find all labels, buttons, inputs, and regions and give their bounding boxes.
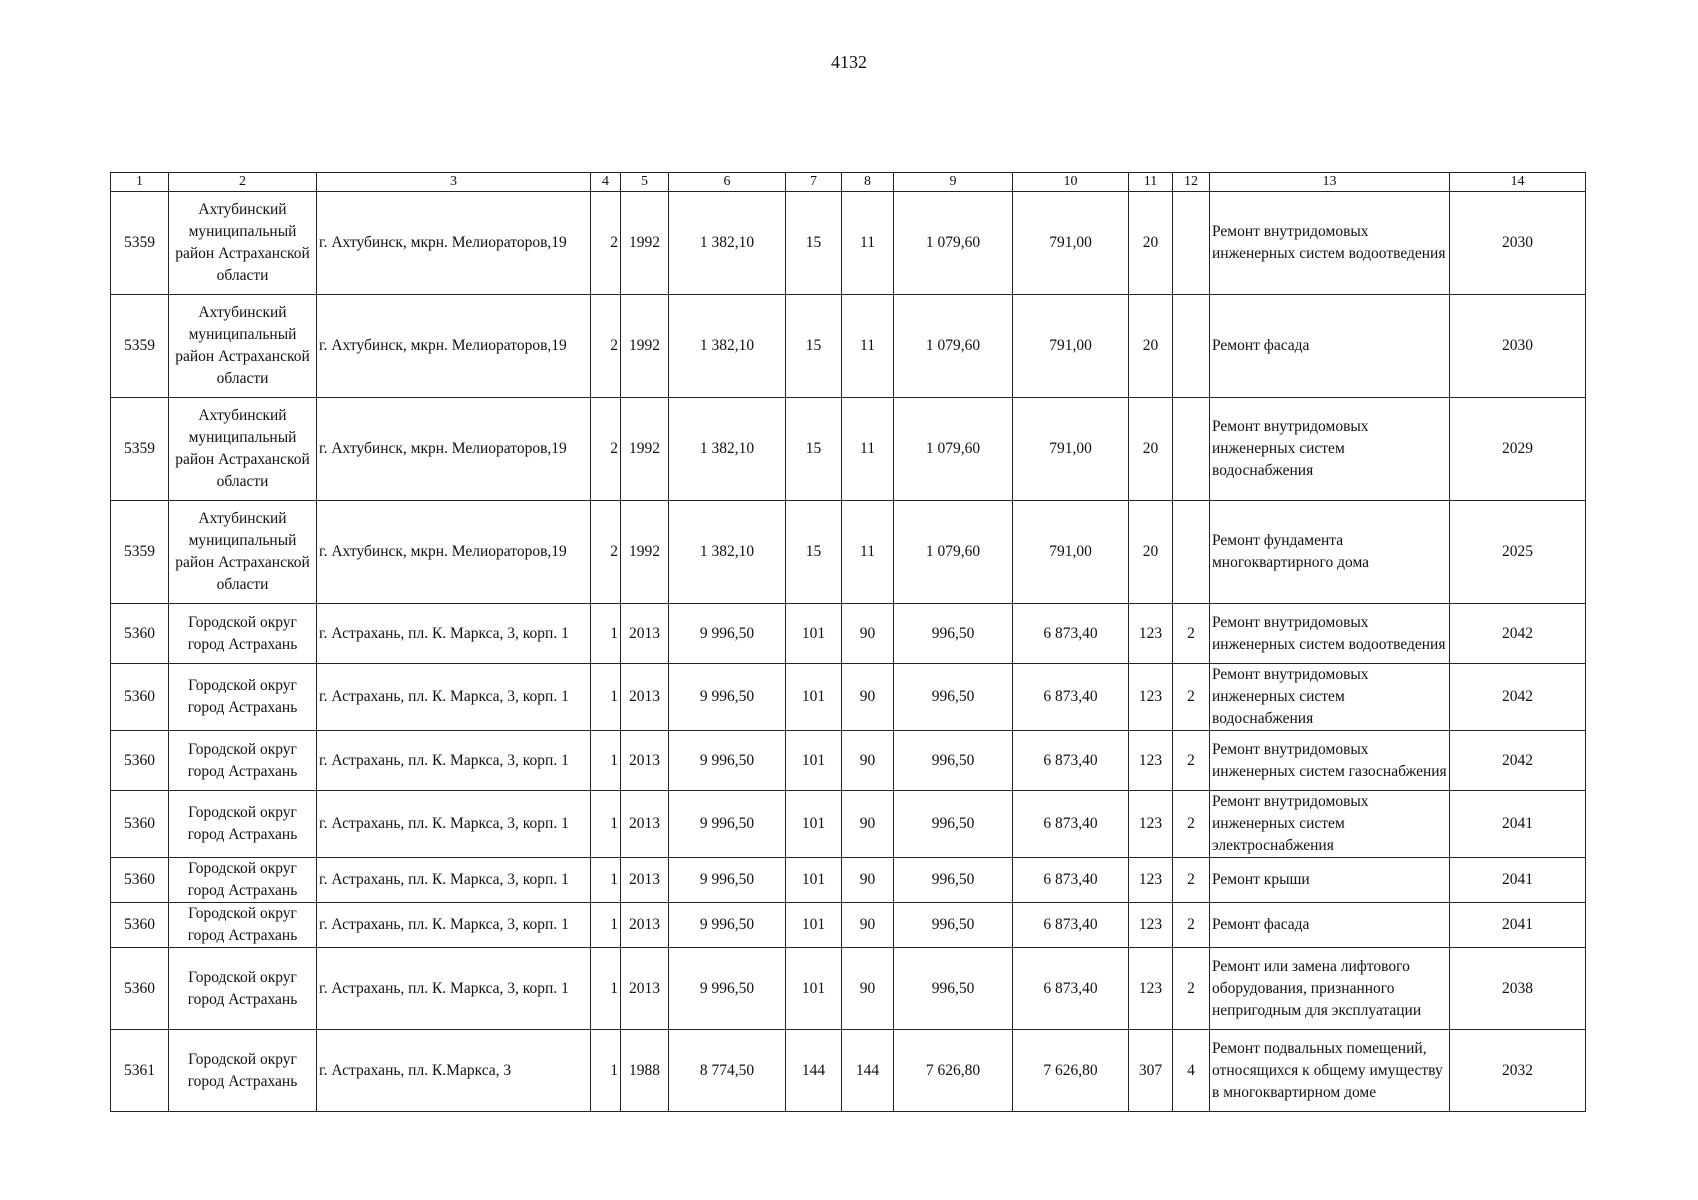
floors-cell: 1 [591,664,621,731]
area-9-cell: 7 626,80 [894,1030,1013,1112]
table-row [111,192,1586,295]
col7-cell: 15 [786,398,842,501]
col8-cell: 11 [842,501,894,604]
area-10-cell: 791,00 [1013,295,1129,398]
floors-cell: 2 [591,295,621,398]
row-number-cell: 5360 [111,858,169,903]
year-cell: 2013 [621,858,669,903]
column-header: 6 [669,173,786,192]
table-row [111,858,1586,903]
col8-cell: 90 [842,604,894,664]
row-number-cell: 5359 [111,295,169,398]
col8-cell: 90 [842,731,894,791]
area-10-cell: 6 873,40 [1013,664,1129,731]
residents-cell: 123 [1129,664,1173,731]
work-type-cell: Ремонт внутридомовых инженерных систем электроснабжения [1210,791,1450,858]
column-header: 13 [1210,173,1450,192]
total-area-cell: 9 996,50 [669,604,786,664]
area-9-cell: 996,50 [894,604,1013,664]
col7-cell: 101 [786,604,842,664]
col8-cell: 90 [842,948,894,1030]
total-area-cell: 8 774,50 [669,1030,786,1112]
work-type-cell: Ремонт фундамента многоквартирного дома [1210,501,1450,604]
address-cell: г. Астрахань, пл. К. Маркса, 3, корп. 1 [317,731,591,791]
year-cell: 2013 [621,948,669,1030]
area-10-cell: 6 873,40 [1013,604,1129,664]
total-area-cell: 9 996,50 [669,903,786,948]
row-number-cell: 5360 [111,604,169,664]
col12-cell: 2 [1173,903,1210,948]
address-cell: г. Астрахань, пл. К. Маркса, 3, корп. 1 [317,791,591,858]
planned-year-cell: 2042 [1450,664,1586,731]
year-cell: 2013 [621,604,669,664]
column-header: 11 [1129,173,1173,192]
registry-table [110,172,1586,1112]
col7-cell: 101 [786,731,842,791]
work-type-cell: Ремонт фасада [1210,295,1450,398]
total-area-cell: 9 996,50 [669,731,786,791]
address-cell: г. Ахтубинск, мкрн. Мелиораторов,19 [317,192,591,295]
municipality-cell: Ахтубинский муниципальный район Астраханской области [169,398,317,501]
col12-cell [1173,501,1210,604]
residents-cell: 20 [1129,398,1173,501]
col8-cell: 90 [842,664,894,731]
floors-cell: 1 [591,948,621,1030]
column-header: 3 [317,173,591,192]
address-cell: г. Астрахань, пл. К.Маркса, 3 [317,1030,591,1112]
column-header: 12 [1173,173,1210,192]
municipality-cell: Городской округ город Астрахань [169,1030,317,1112]
row-number-cell: 5359 [111,501,169,604]
residents-cell: 123 [1129,948,1173,1030]
col7-cell: 101 [786,948,842,1030]
table-row [111,1030,1586,1112]
header-row [111,173,1586,192]
total-area-cell: 9 996,50 [669,791,786,858]
municipality-cell: Городской округ город Астрахань [169,731,317,791]
col12-cell: 2 [1173,604,1210,664]
residents-cell: 307 [1129,1030,1173,1112]
work-type-cell: Ремонт или замена лифтового оборудования, признанного непригодным для эксплуатации [1210,948,1450,1030]
address-cell: г. Ахтубинск, мкрн. Мелиораторов,19 [317,501,591,604]
area-10-cell: 6 873,40 [1013,858,1129,903]
table-row [111,948,1586,1030]
floors-cell: 1 [591,731,621,791]
address-cell: г. Астрахань, пл. К. Маркса, 3, корп. 1 [317,664,591,731]
area-10-cell: 6 873,40 [1013,903,1129,948]
table-row [111,604,1586,664]
row-number-cell: 5360 [111,791,169,858]
floors-cell: 1 [591,791,621,858]
table-row [111,295,1586,398]
area-9-cell: 1 079,60 [894,501,1013,604]
floors-cell: 2 [591,192,621,295]
total-area-cell: 1 382,10 [669,192,786,295]
floors-cell: 2 [591,501,621,604]
residents-cell: 123 [1129,604,1173,664]
year-cell: 2013 [621,903,669,948]
residents-cell: 20 [1129,295,1173,398]
row-number-cell: 5359 [111,192,169,295]
total-area-cell: 1 382,10 [669,398,786,501]
col8-cell: 90 [842,791,894,858]
year-cell: 1992 [621,501,669,604]
row-number-cell: 5360 [111,731,169,791]
municipality-cell: Городской округ город Астрахань [169,664,317,731]
page-number: 4132 [831,52,867,72]
area-9-cell: 1 079,60 [894,295,1013,398]
column-header: 10 [1013,173,1129,192]
col7-cell: 101 [786,664,842,731]
municipality-cell: Городской округ город Астрахань [169,791,317,858]
column-header: 5 [621,173,669,192]
table-row [111,731,1586,791]
work-type-cell: Ремонт внутридомовых инженерных систем газоснабжения [1210,731,1450,791]
planned-year-cell: 2041 [1450,791,1586,858]
column-header: 4 [591,173,621,192]
address-cell: г. Астрахань, пл. К. Маркса, 3, корп. 1 [317,903,591,948]
col8-cell: 90 [842,858,894,903]
row-number-cell: 5361 [111,1030,169,1112]
municipality-cell: Городской округ город Астрахань [169,948,317,1030]
residents-cell: 20 [1129,501,1173,604]
table-row [111,903,1586,948]
residents-cell: 123 [1129,903,1173,948]
planned-year-cell: 2032 [1450,1030,1586,1112]
table-row [111,398,1586,501]
year-cell: 1992 [621,398,669,501]
address-cell: г. Ахтубинск, мкрн. Мелиораторов,19 [317,398,591,501]
address-cell: г. Астрахань, пл. К. Маркса, 3, корп. 1 [317,948,591,1030]
table-row [111,664,1586,731]
planned-year-cell: 2042 [1450,604,1586,664]
col8-cell: 11 [842,192,894,295]
work-type-cell: Ремонт крыши [1210,858,1450,903]
residents-cell: 123 [1129,791,1173,858]
col12-cell: 2 [1173,791,1210,858]
total-area-cell: 1 382,10 [669,501,786,604]
work-type-cell: Ремонт внутридомовых инженерных систем водоотведения [1210,192,1450,295]
col7-cell: 15 [786,192,842,295]
floors-cell: 1 [591,903,621,948]
planned-year-cell: 2025 [1450,501,1586,604]
total-area-cell: 9 996,50 [669,858,786,903]
planned-year-cell: 2030 [1450,295,1586,398]
col12-cell: 2 [1173,858,1210,903]
planned-year-cell: 2029 [1450,398,1586,501]
total-area-cell: 1 382,10 [669,295,786,398]
area-9-cell: 1 079,60 [894,192,1013,295]
column-header: 9 [894,173,1013,192]
total-area-cell: 9 996,50 [669,664,786,731]
year-cell: 1988 [621,1030,669,1112]
col7-cell: 101 [786,858,842,903]
work-type-cell: Ремонт внутридомовых инженерных систем водоснабжения [1210,398,1450,501]
year-cell: 2013 [621,791,669,858]
floors-cell: 1 [591,858,621,903]
planned-year-cell: 2041 [1450,858,1586,903]
work-type-cell: Ремонт внутридомовых инженерных систем водоотведения [1210,604,1450,664]
area-10-cell: 791,00 [1013,398,1129,501]
table-row [111,791,1586,858]
area-9-cell: 996,50 [894,948,1013,1030]
col12-cell [1173,398,1210,501]
work-type-cell: Ремонт внутридомовых инженерных систем водоснабжения [1210,664,1450,731]
year-cell: 2013 [621,664,669,731]
planned-year-cell: 2030 [1450,192,1586,295]
planned-year-cell: 2042 [1450,731,1586,791]
address-cell: г. Астрахань, пл. К. Маркса, 3, корп. 1 [317,858,591,903]
col7-cell: 15 [786,295,842,398]
address-cell: г. Астрахань, пл. К. Маркса, 3, корп. 1 [317,604,591,664]
municipality-cell: Городской округ город Астрахань [169,858,317,903]
column-header: 7 [786,173,842,192]
col7-cell: 101 [786,791,842,858]
row-number-cell: 5359 [111,398,169,501]
municipality-cell: Ахтубинский муниципальный район Астраханской области [169,295,317,398]
col12-cell: 4 [1173,1030,1210,1112]
area-10-cell: 791,00 [1013,501,1129,604]
col12-cell: 2 [1173,731,1210,791]
municipality-cell: Ахтубинский муниципальный район Астраханской области [169,501,317,604]
column-header: 2 [169,173,317,192]
column-header: 8 [842,173,894,192]
total-area-cell: 9 996,50 [669,948,786,1030]
col8-cell: 144 [842,1030,894,1112]
floors-cell: 2 [591,398,621,501]
municipality-cell: Городской округ город Астрахань [169,903,317,948]
area-10-cell: 7 626,80 [1013,1030,1129,1112]
col12-cell [1173,295,1210,398]
residents-cell: 123 [1129,858,1173,903]
row-number-cell: 5360 [111,664,169,731]
work-type-cell: Ремонт подвальных помещений, относящихся к общему имуществу в многоквартирном доме [1210,1030,1450,1112]
area-9-cell: 996,50 [894,791,1013,858]
residents-cell: 20 [1129,192,1173,295]
address-cell: г. Ахтубинск, мкрн. Мелиораторов,19 [317,295,591,398]
col8-cell: 11 [842,398,894,501]
area-10-cell: 6 873,40 [1013,731,1129,791]
area-9-cell: 1 079,60 [894,398,1013,501]
floors-cell: 1 [591,1030,621,1112]
column-header: 14 [1450,173,1586,192]
floors-cell: 1 [591,604,621,664]
row-number-cell: 5360 [111,948,169,1030]
area-10-cell: 6 873,40 [1013,948,1129,1030]
area-9-cell: 996,50 [894,903,1013,948]
area-9-cell: 996,50 [894,664,1013,731]
work-type-cell: Ремонт фасада [1210,903,1450,948]
column-header: 1 [111,173,169,192]
col12-cell [1173,192,1210,295]
year-cell: 1992 [621,295,669,398]
planned-year-cell: 2041 [1450,903,1586,948]
residents-cell: 123 [1129,731,1173,791]
table-row [111,501,1586,604]
area-10-cell: 791,00 [1013,192,1129,295]
col8-cell: 11 [842,295,894,398]
col7-cell: 15 [786,501,842,604]
col7-cell: 144 [786,1030,842,1112]
col12-cell: 2 [1173,948,1210,1030]
year-cell: 1992 [621,192,669,295]
year-cell: 2013 [621,731,669,791]
area-9-cell: 996,50 [894,858,1013,903]
area-9-cell: 996,50 [894,731,1013,791]
col12-cell: 2 [1173,664,1210,731]
area-10-cell: 6 873,40 [1013,791,1129,858]
municipality-cell: Городской округ город Астрахань [169,604,317,664]
col8-cell: 90 [842,903,894,948]
municipality-cell: Ахтубинский муниципальный район Астраханской области [169,192,317,295]
row-number-cell: 5360 [111,903,169,948]
planned-year-cell: 2038 [1450,948,1586,1030]
col7-cell: 101 [786,903,842,948]
